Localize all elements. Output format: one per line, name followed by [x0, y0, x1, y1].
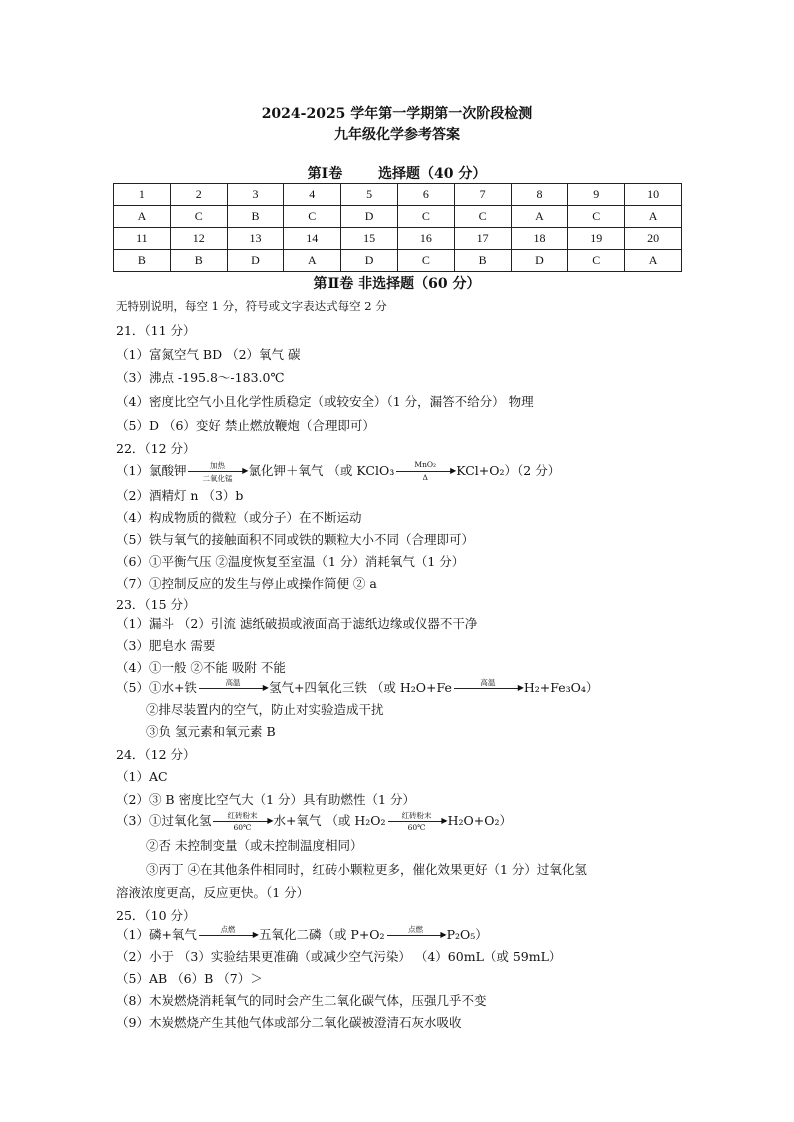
arrow-condition-bottom: 二氧化锰 [202, 473, 233, 483]
arrow-condition-top: 加热 [209, 460, 225, 470]
q22-line-3: （4）构成物质的微粒（或分子）在不断运动 [116, 510, 362, 525]
answer-table-cell: 7 [454, 184, 511, 206]
section-2-heading: 第Ⅱ卷 非选择题（60 分） [313, 276, 481, 292]
reaction-arrow: 红砖粉末 ▶ 60℃ [213, 813, 271, 831]
answer-table-cell: C [568, 250, 625, 272]
q24-l3-c: H₂O+O₂） [447, 813, 512, 828]
answer-table-cell: C [454, 206, 511, 228]
q22-line-1 [116, 461, 560, 481]
title-line-1: 2024-2025 学年第一学期第一次阶段检测 [261, 106, 533, 122]
q22-l1-c: KCl+O₂）（2 分） [456, 463, 561, 478]
answer-table-cell: B [170, 250, 227, 272]
q22-heading: 22．（12 分） [116, 441, 196, 456]
q22-line-2: （2）酒精灯 n （3）b [116, 488, 244, 503]
answer-table-cell: 1 [114, 184, 171, 206]
q23-l4-a: （5）①水+铁 [116, 680, 197, 695]
q23-line-6: ③负 氢元素和氧元素 B [146, 724, 276, 739]
answer-table-cell: C [397, 206, 454, 228]
answer-table-row [114, 228, 682, 250]
q25-line-3: （5）AB （6）B （7）＞ [116, 971, 263, 986]
arrow-condition-top: 红砖粉末 [227, 810, 258, 820]
q22-line-5: （6）①平衡气压 ②温度恢复至室温（1 分）消耗氧气（1 分） [116, 554, 465, 569]
answer-table-cell: 2 [170, 184, 227, 206]
q24-line-4: ②否 未控制变量（或未控制温度相同） [146, 838, 363, 853]
answer-table-cell: 15 [341, 228, 398, 250]
answer-table-cell: B [227, 206, 284, 228]
answer-table-cell: B [114, 250, 171, 272]
answer-table-cell: 20 [625, 228, 682, 250]
reaction-arrow: 高温 ▶ [454, 680, 522, 698]
reaction-arrow: 红砖粉末 ▶ 60℃ [388, 813, 446, 831]
reaction-arrow: 加热 ▶ 二氧化锰 [188, 463, 246, 481]
answer-table-cell: D [341, 206, 398, 228]
answer-table-cell: 16 [397, 228, 454, 250]
answer-table-cell: 14 [284, 228, 341, 250]
arrow-condition-top: MnO₂ [414, 459, 437, 469]
answer-table-cell: 19 [568, 228, 625, 250]
q24-l3-a: （3）①过氧化氢 [116, 813, 212, 828]
q24-line-2: （2）③ B 密度比空气大（1 分）具有助燃性（1 分） [116, 792, 415, 807]
q21-line-3: （4）密度比空气小且化学性质稳定（或较安全）（1 分，漏答不给分） 物理 [116, 394, 534, 409]
answer-table-cell: A [625, 250, 682, 272]
arrow-condition-top: 点燃 [220, 924, 236, 934]
title-line-2: 九年级化学参考答案 [334, 127, 460, 143]
q23-heading: 23．（15 分） [116, 597, 196, 612]
arrow-condition-top: 点燃 [408, 924, 424, 934]
answer-table-row [114, 250, 682, 272]
q24-line-5: ③丙丁 ④在其他条件相同时，红砖小颗粒更多，催化效果更好（1 分）过氧化氢 [146, 862, 587, 877]
arrow-condition-top: 红砖粉末 [401, 810, 432, 820]
q22-line-6: （7）①控制反应的发生与停止或操作简便 ② a [116, 576, 377, 591]
arrow-condition-top: 高温 [480, 677, 496, 687]
answer-table-cell: A [284, 250, 341, 272]
q24-line-1: （1）AC [116, 769, 168, 784]
reaction-arrow: MnO₂ ▶ Δ [396, 463, 454, 481]
q23-line-4 [116, 678, 598, 698]
answer-table-cell: 18 [511, 228, 568, 250]
answer-table-cell: 9 [568, 184, 625, 206]
q23-line-5: ②排尽装置内的空气，防止对实验造成干扰 [146, 702, 384, 717]
reaction-arrow: 点燃 ▶ [199, 927, 257, 945]
answer-table-cell: 13 [227, 228, 284, 250]
arrow-condition-bottom: Δ [422, 472, 428, 482]
arrow-condition-bottom: 60℃ [233, 822, 252, 832]
answer-table-cell: 5 [341, 184, 398, 206]
q25-line-1 [116, 925, 488, 945]
reaction-arrow: 高温 ▶ [199, 680, 267, 698]
section-1-heading [0, 163, 794, 183]
answer-table-cell: 10 [625, 184, 682, 206]
answer-table-cell: A [511, 206, 568, 228]
answer-table-cell: D [341, 250, 398, 272]
answer-table-cell: 17 [454, 228, 511, 250]
q21-line-4: （5）D （6）变好 禁止燃放鞭炮（合理即可） [116, 418, 375, 433]
q25-line-2: （2）小于 （3）实验结果更准确（或减少空气污染） （4）60mL（或 59mL） [116, 949, 562, 964]
answer-table-cell: C [284, 206, 341, 228]
q24-l3-b: 水+氧气 （或 H₂O₂ [273, 813, 386, 828]
q23-l4-b: 氢气+四氧化三铁 （或 H₂O+Fe [268, 680, 452, 695]
q23-line-2: （3）肥皂水 需要 [116, 638, 216, 653]
answer-table-cell: 6 [397, 184, 454, 206]
q22-l1-a: （1）氯酸钾 [116, 463, 187, 478]
q22-l1-b: 氯化钾＋氧气 （或 KClO₃ [248, 463, 395, 478]
arrow-condition-top: 高温 [225, 677, 241, 687]
scoring-note: 无特别说明，每空 1 分，符号或文字表达式每空 2 分 [116, 299, 387, 313]
answer-table-cell: 4 [284, 184, 341, 206]
q25-line-4: （8）木炭燃烧消耗氧气的同时会产生二氧化碳气体，压强几乎不变 [116, 993, 487, 1008]
answer-table-cell: A [625, 206, 682, 228]
answer-table-cell: C [568, 206, 625, 228]
q25-l1-a: （1）磷+氧气 [116, 927, 197, 942]
answer-table-cell: 12 [170, 228, 227, 250]
q23-line-3: （4）①一般 ②不能 吸附 不能 [116, 660, 286, 675]
answer-table-cell: 8 [511, 184, 568, 206]
q25-l1-b: 五氧化二磷（或 P+O₂ [258, 927, 385, 942]
reaction-arrow: 点燃 ▶ [387, 927, 445, 945]
q23-l4-c: H₂+Fe₃O₄） [523, 680, 599, 695]
answer-table-cell: C [397, 250, 454, 272]
q22-line-4: （5）铁与氧气的接触面积不同或铁的颗粒大小不同（合理即可） [116, 532, 474, 547]
answer-table-row [114, 206, 682, 228]
answer-table-cell: D [511, 250, 568, 272]
answer-table-cell: 11 [114, 228, 171, 250]
answer-table-cell: A [114, 206, 171, 228]
answer-table [113, 183, 682, 272]
q23-line-1: （1）漏斗 （2）引流 滤纸破损或液面高于滤纸边缘或仪器不干净 [116, 616, 478, 631]
arrow-condition-bottom: 60℃ [407, 822, 426, 832]
answer-table-cell: C [170, 206, 227, 228]
q24-line-6: 溶液浓度更高，反应更快。（1 分） [116, 885, 310, 900]
q21-heading: 21．（11 分） [116, 323, 196, 338]
q21-line-2: （3）沸点 -195.8～-183.0℃ [116, 370, 285, 385]
section-1-label: 第Ⅰ卷 [307, 166, 343, 182]
answer-table-row [114, 184, 682, 206]
q24-line-3 [116, 811, 512, 831]
section-1-name: 选择题（40 分） [377, 166, 487, 182]
answer-table-cell: D [227, 250, 284, 272]
answer-table-cell: B [454, 250, 511, 272]
q24-heading: 24．（12 分） [116, 747, 196, 762]
q21-line-1: （1）富氮空气 BD （2）氧气 碳 [116, 347, 301, 362]
q25-l1-c: P₂O₅） [446, 927, 488, 942]
q25-line-5: （9）木炭燃烧产生其他气体或部分二氧化碳被澄清石灰水吸收 [116, 1015, 462, 1030]
q25-heading: 25．（10 分） [116, 908, 196, 923]
answer-table-cell: 3 [227, 184, 284, 206]
